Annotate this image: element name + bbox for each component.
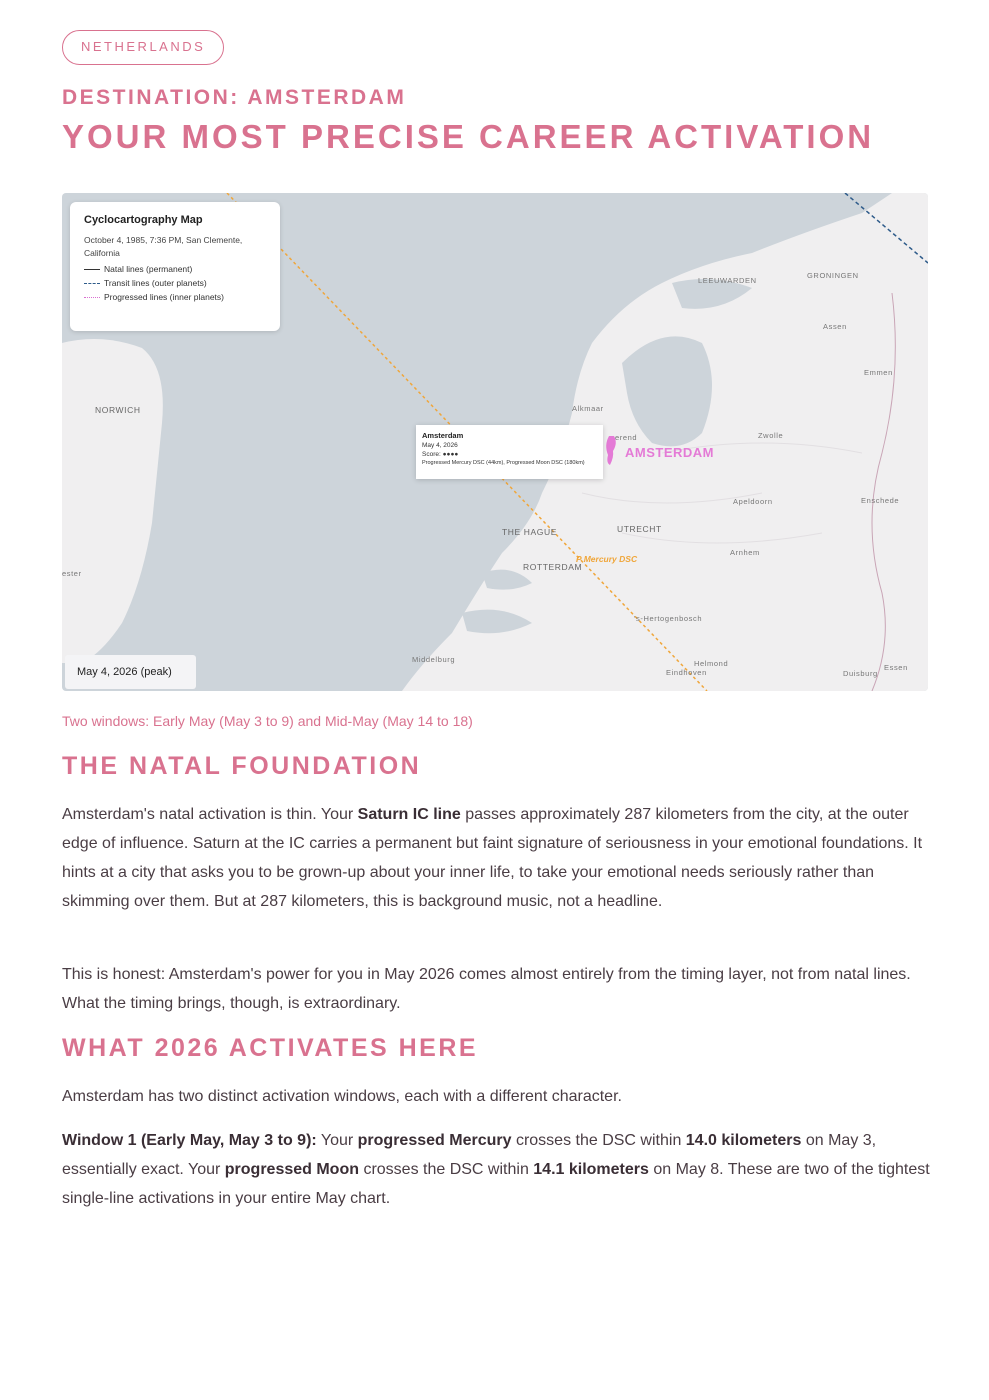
place-label: ester: [62, 569, 82, 578]
window-1-paragraph: Window 1 (Early May, May 3 to 9): Your progressed Mercury crosses the DSC within 14.0 kilometers on May 3, essentially exact. Your progressed Moon crosses the DSC within 14.1 kilometers on May 8. These are two of the tightest single-line activations in your entire May chart.: [62, 1132, 930, 1207]
popup-score: Score: ●●●●: [422, 451, 459, 458]
destination-kicker: DESTINATION: AMSTERDAM: [62, 86, 407, 109]
place-label: UTRECHT: [617, 524, 662, 534]
section-title-natal: THE NATAL FOUNDATION: [62, 752, 422, 780]
legend-natal-label: Natal lines (permanent): [104, 264, 193, 274]
place-label: Helmond: [694, 659, 729, 668]
amsterdam-pin-label[interactable]: AMSTERDAM: [625, 445, 714, 460]
place-label: NORWICH: [95, 405, 141, 415]
map-date-chip[interactable]: May 4, 2026 (peak): [65, 655, 196, 689]
legend-birth-line-1: October 4, 1985, 7:36 PM, San Clemente,: [84, 235, 243, 245]
progressed-line-swatch: [84, 297, 100, 298]
popup-lines: Progressed Mercury DSC (44km), Progressed Moon DSC (180km): [422, 460, 585, 466]
legend-birth-line-2: California: [84, 248, 120, 258]
place-label: Zwolle: [758, 431, 784, 440]
place-label: Apeldoorn: [733, 497, 773, 506]
popup-date: May 4, 2026: [422, 442, 458, 449]
place-label: THE HAGUE: [502, 527, 557, 537]
place-label: Arnhem: [730, 548, 760, 557]
legend-progressed-label: Progressed lines (inner planets): [104, 292, 225, 302]
place-label: 's-Hertogenbosch: [634, 614, 703, 623]
country-tag: NETHERLANDS: [62, 30, 224, 65]
legend-natal-row: [84, 264, 266, 274]
place-label: Middelburg: [412, 655, 456, 664]
legend-birth-data: [84, 234, 266, 260]
cyclocartography-map[interactable]: [62, 193, 928, 691]
place-label: Essen: [884, 663, 908, 672]
place-label: Emmen: [864, 368, 893, 377]
page-title: YOUR MOST PRECISE CAREER ACTIVATION: [62, 118, 875, 155]
page-content: [62, 30, 930, 1207]
legend-transit-label: Transit lines (outer planets): [104, 278, 207, 288]
popup-city: Amsterdam: [422, 431, 464, 440]
activates-paragraph-1: Amsterdam has two distinct activation windows, each with a different character.: [62, 1088, 622, 1105]
natal-line-swatch: [84, 269, 100, 270]
city-popup[interactable]: [416, 425, 603, 479]
place-label: Enschede: [861, 496, 900, 505]
place-label: ROTTERDAM: [523, 562, 583, 572]
map-legend: [70, 202, 280, 331]
transit-line-swatch: [84, 283, 100, 284]
section-title-activates: WHAT 2026 ACTIVATES HERE: [62, 1034, 479, 1062]
natal-paragraph-1: Amsterdam's natal activation is thin. Your Saturn IC line passes approximately 287 kilometers from the city, at the outer edge of influence. Saturn at the IC carries a permanent but faint signature of seriousness in your emotional foundations. It hints at a city that asks you to be grown-up about your inner life, to take your emotional needs seriously rather than skimming over them. But at 287 kilometers, this is background music, not a headline.: [62, 806, 923, 910]
place-label: Assen: [823, 322, 847, 331]
natal-paragraph-2: This is honest: Amsterdam's power for you in May 2026 comes almost entirely from the timing layer, not from natal lines. What the timing brings, though, is extraordinary.: [62, 966, 911, 1012]
place-label: Eindhoven: [666, 668, 707, 677]
legend-progressed-row: [84, 292, 266, 302]
legend-transit-row: [84, 278, 266, 288]
place-label: erend: [615, 433, 638, 442]
place-label: Alkmaar: [572, 404, 604, 413]
mercury-line-label: P Mercury DSC: [576, 554, 638, 564]
place-label: LEEUWARDEN: [698, 276, 757, 285]
place-label: GRONINGEN: [807, 271, 859, 280]
place-label: Duisburg: [843, 669, 878, 678]
legend-title: Cyclocartography Map: [84, 214, 203, 226]
map-caption: Two windows: Early May (May 3 to 9) and Mid-May (May 14 to 18): [62, 713, 473, 729]
